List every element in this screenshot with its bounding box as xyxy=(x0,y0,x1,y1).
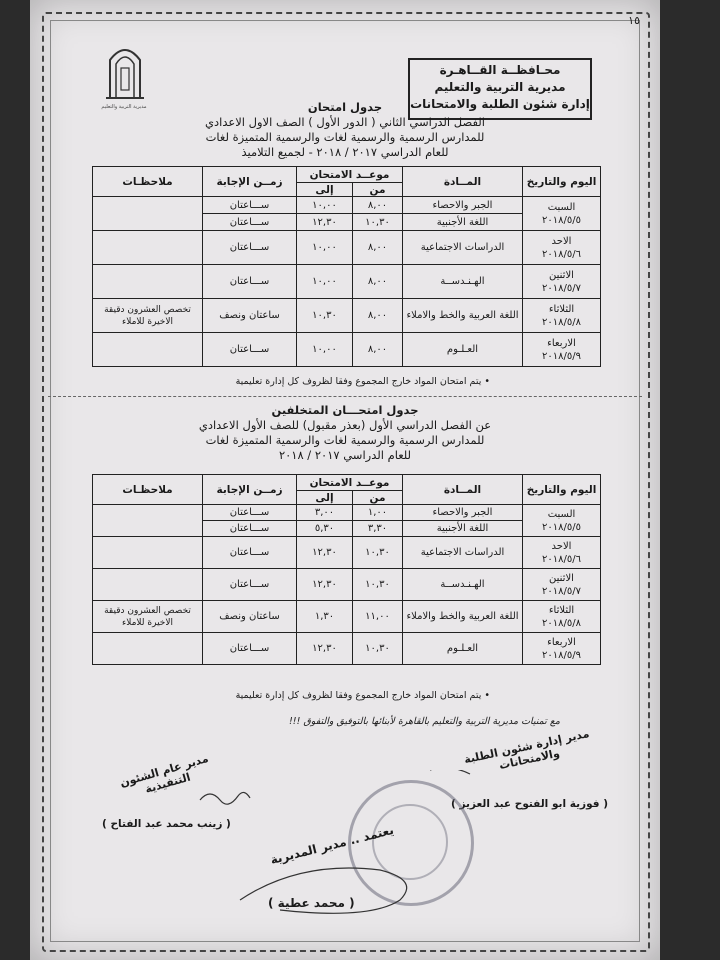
subject-cell: اللغة العربية والخط والاملاء xyxy=(403,299,523,333)
table-row xyxy=(93,299,601,333)
from-cell: ٨,٠٠ xyxy=(353,265,403,299)
notes-cell xyxy=(93,505,203,537)
duration-cell: ســـاعتان xyxy=(203,333,297,367)
title-line: عن الفصل الدراسي الأول (بعذر مقبول) للصف الأول الاعدادي xyxy=(198,418,492,432)
header-to: إلى xyxy=(297,183,353,197)
header-day: اليوم والتاريخ xyxy=(523,475,601,505)
date-label: ٢٠١٨/٥/٥ xyxy=(542,521,581,533)
signature-title-students-affairs: مدير إدارة شئون الطلبة والامتحانات xyxy=(462,727,591,773)
day-label: الاثنين xyxy=(549,269,574,281)
page-number: ١٥ xyxy=(628,14,640,27)
duration-cell: ساعتان ونصف xyxy=(203,299,297,333)
from-cell: ١٠,٣٠ xyxy=(353,214,403,231)
title-line: جدول امتحـــان المتخلفين xyxy=(271,403,419,417)
subject-cell: الهـنـدســة xyxy=(403,569,523,601)
day-date-cell xyxy=(523,505,601,537)
header-line-department: إدارة شئون الطلبة والامتحانات xyxy=(410,97,590,111)
subject-cell: اللغة الأجنبية xyxy=(403,521,523,537)
footnote: • يتم امتحان المواد خارج المجموع وفقا لظروف كل إدارة تعليمية xyxy=(235,690,490,701)
to-cell: ٥,٣٠ xyxy=(297,521,353,537)
duration-cell: ســـاعتان xyxy=(203,214,297,231)
from-cell: ١,٠٠ xyxy=(353,505,403,521)
from-cell: ٨,٠٠ xyxy=(353,333,403,367)
day-label: الاثنين xyxy=(549,572,574,584)
notes-cell xyxy=(93,569,203,601)
duration-cell: ســـاعتان xyxy=(203,521,297,537)
to-cell: ١٠,٠٠ xyxy=(297,197,353,214)
signature-title-director: يعتمد .. مدير المديرية xyxy=(268,822,396,868)
divider xyxy=(48,396,642,397)
date-label: ٢٠١٨/٥/٩ xyxy=(542,350,581,362)
from-cell: ٨,٠٠ xyxy=(353,197,403,214)
subject-cell: الجبر والاحصاء xyxy=(403,197,523,214)
header-notes: ملاحظـات xyxy=(93,167,203,197)
to-cell: ١٢,٣٠ xyxy=(297,569,353,601)
header-duration: زمــن الإجابة xyxy=(203,475,297,505)
scribble xyxy=(240,868,407,913)
to-cell: ١٠,٠٠ xyxy=(297,231,353,265)
date-label: ٢٠١٨/٥/٦ xyxy=(542,248,581,260)
day-date-cell xyxy=(523,601,601,633)
date-label: ٢٠١٨/٥/٨ xyxy=(542,617,581,629)
to-cell: ١٠,٠٠ xyxy=(297,333,353,367)
table-row xyxy=(93,265,601,299)
to-cell: ١,٣٠ xyxy=(297,601,353,633)
subject-cell: الدراسات الاجتماعية xyxy=(403,231,523,265)
day-date-cell xyxy=(523,299,601,333)
day-date-cell xyxy=(523,633,601,665)
footnote: • يتم امتحان المواد خارج المجموع وفقا لظروف كل إدارة تعليمية xyxy=(235,376,490,387)
duration-cell: ســـاعتان xyxy=(203,569,297,601)
date-label: ٢٠١٨/٥/٦ xyxy=(542,553,581,565)
notes-cell xyxy=(93,333,203,367)
notes-cell xyxy=(93,265,203,299)
signature-title-executive-affairs: مدير عام الشئون التنفيذية xyxy=(118,751,210,796)
header-time: موعــد الامتحان xyxy=(297,475,403,491)
signature-name-director: ( محمد عطية ) xyxy=(268,896,355,910)
header-time: موعــد الامتحان xyxy=(297,167,403,183)
date-label: ٢٠١٨/٥/٩ xyxy=(542,649,581,661)
day-label: الثلاثاء xyxy=(548,303,575,315)
day-date-cell xyxy=(523,569,601,601)
scribble xyxy=(200,792,250,804)
table-row xyxy=(93,601,601,633)
header-from: من xyxy=(353,491,403,505)
subject-cell: اللغة الأجنبية xyxy=(403,214,523,231)
subject-cell: الهـنـدســة xyxy=(403,265,523,299)
title-line: الفصل الدراسي الثاني ( الدور الأول ) الصف الاول الاعدادي xyxy=(205,115,485,129)
notes-cell xyxy=(93,197,203,231)
subject-cell: العـلـوم xyxy=(403,633,523,665)
notes-cell: تخصص العشرون دقيقة الاخيرة للاملاء xyxy=(93,601,203,633)
duration-cell: ســـاعتان xyxy=(203,537,297,569)
table-row xyxy=(93,633,601,665)
from-cell: ١٠,٣٠ xyxy=(353,569,403,601)
header-notes: ملاحظـات xyxy=(93,475,203,505)
subject-cell: الجبر والاحصاء xyxy=(403,505,523,521)
to-cell: ١٠,٣٠ xyxy=(297,299,353,333)
duration-cell: ساعتان ونصف xyxy=(203,601,297,633)
from-cell: ٨,٠٠ xyxy=(353,231,403,265)
table-row xyxy=(93,231,601,265)
day-date-cell xyxy=(523,333,601,367)
day-label: السبت xyxy=(547,201,576,213)
duration-cell: ســـاعتان xyxy=(203,505,297,521)
to-cell: ١٢,٣٠ xyxy=(297,214,353,231)
header-line-governorate: محـافظــة القــاهـرة xyxy=(439,63,561,77)
to-cell: ١٢,٣٠ xyxy=(297,537,353,569)
duration-cell: ســـاعتان xyxy=(203,265,297,299)
title-line: جدول امتحان xyxy=(307,100,383,114)
title-line: للعام الدراسي ٢٠١٧ / ٢٠١٨ - لجميع التلاميذ xyxy=(241,145,449,159)
to-cell: ١٢,٣٠ xyxy=(297,633,353,665)
day-date-cell xyxy=(523,265,601,299)
day-label: الثلاثاء xyxy=(548,604,575,616)
signature-name-students-affairs: ( فوزية ابو الفتوح عبد العزيز ) xyxy=(450,798,608,810)
day-label: السبت xyxy=(547,508,576,520)
signature-name-executive-affairs: ( زينب محمد عبد الفتاح ) xyxy=(102,818,231,830)
subject-cell: الدراسات الاجتماعية xyxy=(403,537,523,569)
title-line: للمدارس الرسمية والرسمية لغات والرسمية المتميزة لغات xyxy=(205,130,485,144)
from-cell: ١٠,٣٠ xyxy=(353,537,403,569)
duration-cell: ســـاعتان xyxy=(203,197,297,214)
logo-caption: مديرية التربية والتعليم xyxy=(101,104,147,110)
day-label: الاحد xyxy=(551,540,572,552)
notes-cell xyxy=(93,633,203,665)
day-date-cell xyxy=(523,197,601,231)
header-line-directorate: مديرية التربية والتعليم xyxy=(434,80,566,94)
table-row xyxy=(93,333,601,367)
date-label: ٢٠١٨/٥/٥ xyxy=(542,214,581,226)
table-row xyxy=(93,569,601,601)
from-cell: ٨,٠٠ xyxy=(353,299,403,333)
cairo-logo-icon xyxy=(102,38,148,102)
to-cell: ٣,٠٠ xyxy=(297,505,353,521)
makeup-schedule-table xyxy=(92,474,601,665)
date-label: ٢٠١٨/٥/٨ xyxy=(542,316,581,328)
day-date-cell xyxy=(523,537,601,569)
subject-cell: العـلـوم xyxy=(403,333,523,367)
notes-cell xyxy=(93,231,203,265)
subject-cell: اللغة العربية والخط والاملاء xyxy=(403,601,523,633)
to-cell: ١٠,٠٠ xyxy=(297,265,353,299)
duration-cell: ســـاعتان xyxy=(203,231,297,265)
title-line: للمدارس الرسمية والرسمية لغات والرسمية المتميزة لغات xyxy=(205,433,485,447)
title-line: للعام الدراسي ٢٠١٧ / ٢٠١٨ xyxy=(278,448,412,462)
day-label: الاربعاء xyxy=(547,337,576,349)
date-label: ٢٠١٨/٥/٧ xyxy=(542,282,581,294)
from-cell: ١٠,٣٠ xyxy=(353,633,403,665)
exam-schedule-table xyxy=(92,166,601,367)
day-label: الاحد xyxy=(551,235,572,247)
header-duration: زمــن الإجابة xyxy=(203,167,297,197)
notes-cell xyxy=(93,537,203,569)
from-cell: ٣,٣٠ xyxy=(353,521,403,537)
header-to: إلى xyxy=(297,491,353,505)
header-subject: المــادة xyxy=(403,475,523,505)
table2-title xyxy=(180,403,510,463)
day-label: الاربعاء xyxy=(547,636,576,648)
closing-wish: مع تمنيات مديرية التربية والتعليم بالقاهرة لأبنائها بالتوفيق والتفوق !!! xyxy=(288,716,560,727)
table1-title xyxy=(180,100,510,160)
table-row xyxy=(93,505,601,521)
date-label: ٢٠١٨/٥/٧ xyxy=(542,585,581,597)
from-cell: ١١,٠٠ xyxy=(353,601,403,633)
header-day: اليوم والتاريخ xyxy=(523,167,601,197)
duration-cell: ســـاعتان xyxy=(203,633,297,665)
signature-scribbles xyxy=(90,770,550,920)
table-row xyxy=(93,197,601,214)
header-subject: المــادة xyxy=(403,167,523,197)
header-from: من xyxy=(353,183,403,197)
table-row xyxy=(93,537,601,569)
scribble xyxy=(430,770,470,774)
day-date-cell xyxy=(523,231,601,265)
notes-cell: تخصص العشرون دقيقة الاخيرة للاملاء xyxy=(93,299,203,333)
